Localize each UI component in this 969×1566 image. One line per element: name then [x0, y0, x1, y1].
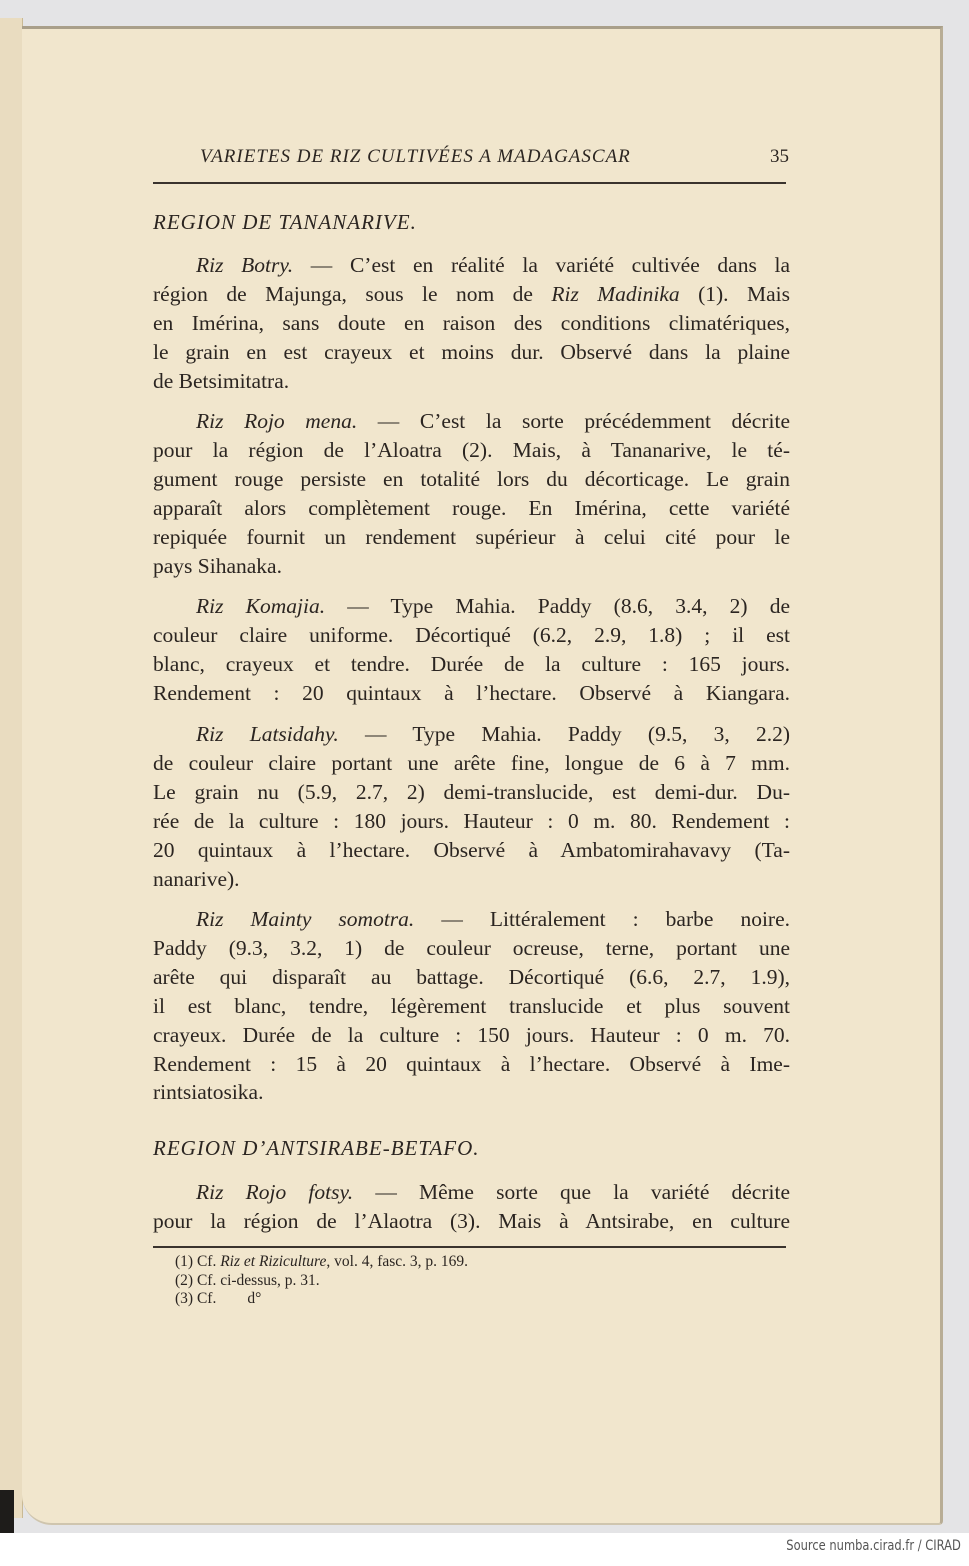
- paragraph-line: [153, 1051, 790, 1077]
- text-run: (1) Cf.: [175, 1253, 221, 1270]
- paragraph-line: [153, 368, 790, 394]
- paragraph-line: [196, 1179, 790, 1205]
- paragraph-line: [153, 964, 790, 990]
- italic-text: Riz Botry.: [196, 253, 294, 277]
- section-heading: REGION D’ANTSIRABE-BETAFO.: [153, 1136, 480, 1160]
- facing-page-edge: [0, 18, 23, 1518]
- italic-text: Riz et Riziculture: [220, 1253, 327, 1270]
- paragraph-line: [153, 866, 790, 892]
- paragraph-line: [153, 750, 790, 776]
- running-title: VARIETES DE RIZ CULTIVÉES A MADAGASCAR: [200, 146, 631, 167]
- paragraph-line: [153, 437, 790, 463]
- paragraph-line: [196, 408, 790, 434]
- text-run: de couleur claire portant une arête fine, longue de 6 à 7 mm.: [153, 750, 790, 775]
- italic-text: Riz Mainty somotra.: [196, 907, 415, 931]
- text-run: pays Sihanaka.: [153, 553, 282, 578]
- paragraph-line: [196, 906, 790, 932]
- text-run: (1). Mais: [679, 281, 790, 306]
- paragraph-line: [153, 837, 790, 863]
- italic-text: Riz Latsidahy.: [196, 722, 339, 746]
- text-run: 20 quintaux à l’hectare. Observé à Ambatomirahavavy (Ta-: [153, 837, 790, 862]
- paragraph-line: [153, 466, 790, 492]
- paragraph-line: [153, 339, 790, 365]
- italic-text: Riz Komajia.: [196, 594, 326, 618]
- text-run: (3) Cf. d°: [175, 1290, 262, 1307]
- paragraph-line: [153, 651, 790, 677]
- text-run: couleur claire uniforme. Décortiqué (6.2, 2.9, 1.8) ; il est: [153, 622, 790, 647]
- paragraph-line: [153, 495, 790, 521]
- source-credit: Source numba.cirad.fr / CIRAD: [786, 1538, 961, 1554]
- text-run: gument rouge persiste en totalité lors du décorticage. Le grain: [153, 466, 790, 491]
- footnote-rule: [153, 1246, 786, 1248]
- paragraph-line: [153, 680, 790, 706]
- italic-text: Riz Rojo fotsy.: [196, 1180, 354, 1204]
- footnote: [175, 1272, 320, 1290]
- paragraph-line: [153, 524, 790, 550]
- paragraph-line: [153, 1022, 790, 1048]
- paragraph-line: [196, 593, 790, 619]
- italic-text: Riz Madinika: [551, 281, 680, 306]
- paragraph-line: [153, 779, 790, 805]
- text-run: région de Majunga, sous le nom de: [153, 281, 552, 306]
- paragraph-line: [153, 1208, 790, 1234]
- text-run: arête qui disparaît au battage. Décortiqué (6.6, 2.7, 1.9),: [153, 964, 790, 989]
- section-heading: REGION DE TANANARIVE.: [153, 210, 417, 234]
- book-cover-edge: [0, 1490, 14, 1533]
- text-run: pour la région de l’Alaotra (3). Mais à Antsirabe, en culture: [153, 1208, 790, 1233]
- italic-text: Riz Rojo mena.: [196, 409, 358, 433]
- text-run: Le grain nu (5.9, 2.7, 2) demi-translucide, est demi-dur. Du-: [153, 779, 790, 804]
- text-run: de Betsimitatra.: [153, 368, 290, 393]
- text-run: nanarive).: [153, 866, 240, 891]
- paragraph-line: [153, 622, 790, 648]
- text-run: blanc, crayeux et tendre. Durée de la culture : 165 jours.: [153, 651, 790, 676]
- paragraph-line: [196, 252, 790, 278]
- paragraph-line: [153, 281, 790, 307]
- text-run: il est blanc, tendre, légèrement translucide et plus souvent: [153, 993, 790, 1018]
- text-run: , vol. 4, fasc. 3, p. 169.: [326, 1253, 469, 1270]
- text-run: — Même sorte que la variété décrite: [353, 1180, 791, 1204]
- text-run: rée de la culture : 180 jours. Hauteur : 0 m. 80. Rendement :: [153, 808, 790, 833]
- header-rule: [153, 182, 786, 184]
- text-run: Paddy (9.3, 3.2, 1) de couleur ocreuse, terne, portant une: [153, 935, 790, 960]
- footnote: [175, 1253, 468, 1271]
- paragraph-line: [153, 1079, 790, 1105]
- text-run: repiquée fournit un rendement supérieur à celui cité pour le: [153, 524, 790, 549]
- text-run: apparaît alors complètement rouge. En Imérina, cette variété: [153, 495, 790, 520]
- paragraph-line: [196, 721, 790, 747]
- text-run: le grain en est crayeux et moins dur. Observé dans la plaine: [153, 339, 790, 364]
- text-run: rintsiatosika.: [153, 1080, 264, 1105]
- paragraph-line: [153, 808, 790, 834]
- text-run: Rendement : 20 quintaux à l’hectare. Observé à Kiangara.: [153, 680, 790, 705]
- paragraph-line: [153, 993, 790, 1019]
- text-run: crayeux. Durée de la culture : 150 jours. Hauteur : 0 m. 70.: [153, 1022, 790, 1047]
- page-number: 35: [770, 146, 789, 167]
- text-run: Rendement : 15 à 20 quintaux à l’hectare. Observé à Ime-: [153, 1051, 790, 1076]
- text-run: (2) Cf. ci-dessus, p. 31.: [175, 1271, 320, 1289]
- paragraph-line: [153, 935, 790, 961]
- footnote: [175, 1290, 261, 1308]
- text-run: — Type Mahia. Paddy (8.6, 3.4, 2) de: [325, 594, 790, 618]
- text-run: — Littéralement : barbe noire.: [414, 907, 791, 931]
- paragraph-line: [153, 310, 790, 336]
- text-run: pour la région de l’Aloatra (2). Mais, à Tananarive, le té-: [153, 437, 790, 462]
- text-run: — Type Mahia. Paddy (9.5, 3, 2.2): [338, 722, 791, 746]
- text-run: — C’est en réalité la variété cultivée dans la: [293, 253, 791, 277]
- text-run: — C’est la sorte précédemment décrite: [357, 409, 790, 433]
- paragraph-line: [153, 553, 790, 579]
- text-run: en Imérina, sans doute en raison des conditions climatériques,: [153, 310, 790, 335]
